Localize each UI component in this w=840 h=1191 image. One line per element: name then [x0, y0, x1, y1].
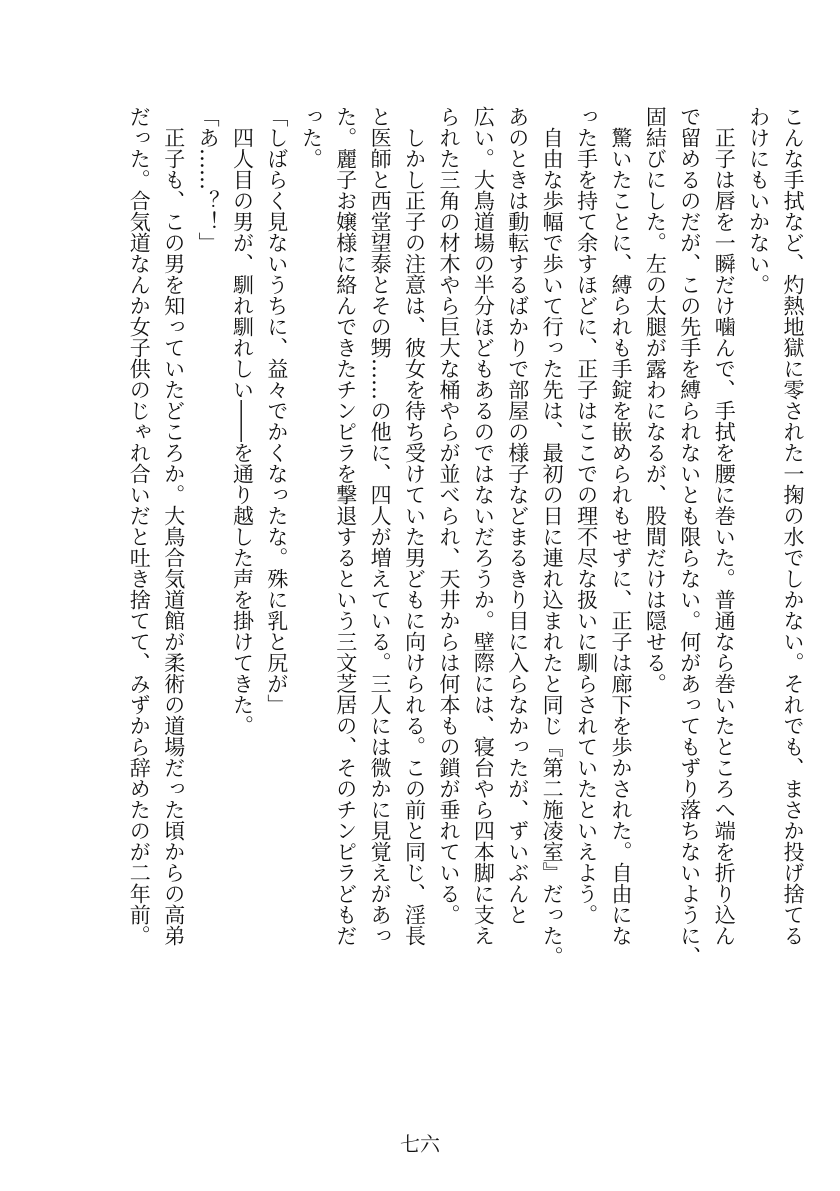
text-line: 正子も、この男を知っていたどころか。大鳥合気道館が柔術の道場だった頃からの高弟 [161, 106, 186, 946]
text-line: しかし正子の注意は、彼女を待ち受けていた男どもに向けられる。この前と同じ、淫長 [402, 106, 427, 946]
text-line: 「あ……？！」 [196, 106, 221, 253]
text-line: 固結びにした。左の太腿が露わになるが、股間だけは隠せる。 [643, 106, 668, 694]
text-line: った。 [299, 106, 324, 169]
page-number: 七六 [400, 1132, 440, 1156]
text-line: 「しばらく見ないうちに、益々でかくなったな。殊に乳と尻が」 [264, 106, 289, 715]
text-line: った手を持て余すほどに、正子はここでの理不尽な扱いに馴らされていたといえよう。 [574, 106, 599, 925]
text-line: だった。合気道なんか女子供のじゃれ合いだと吐き捨てて、みずから辞めたのが二年前。 [127, 106, 152, 946]
text-line: 驚いたことに、縛られも手錠を嵌められもせずに、正子は廊下を歩かされた。自由にな [608, 106, 633, 946]
text-line: られた三角の材木やら巨大な桶やらが並べられ、天井からは何本もの鎖が垂れている。 [436, 106, 461, 925]
text-line: と医師と西堂望泰とその甥……の他に、四人が増えている。三人には微かに見覚えがあっ [368, 106, 393, 946]
body-text [122, 106, 810, 986]
text-line: 四人目の男が、馴れ馴れしい――を通り越した声を掛けてきた。 [230, 106, 255, 736]
text-line: 自由な歩幅で歩いて行った先は、最初の日に連れ込まれたと同じ『第二施凌室』だった。 [540, 106, 565, 967]
text-line: 広い。大鳥道場の半分ほどもあるのではないだろうか。壁際には、寝台やら四本脚に支え [471, 106, 496, 946]
text-line: あのときは動転するばかりで部屋の様子などまるきり目に入らなかったが、ずいぶんと [505, 106, 530, 925]
text-line: で留めるのだが、この先手を縛られないとも限らない。何があってもずり落ちないように、 [677, 106, 702, 967]
text-line: わけにもいかない。 [746, 106, 771, 295]
text-line: こんな手拭など、灼熱地獄に零された一掬の水でしかない。それでも、まさか投げ捨てる [781, 106, 805, 946]
text-line: 正子は唇を一瞬だけ噛んで、手拭を腰に巻いた。普通なら巻いたところへ端を折り込ん [712, 106, 737, 946]
text-line: た。麗子お嬢様に絡んできたチンピラを撃退するという三文芝居の、そのチンピラどもだ [333, 106, 358, 946]
